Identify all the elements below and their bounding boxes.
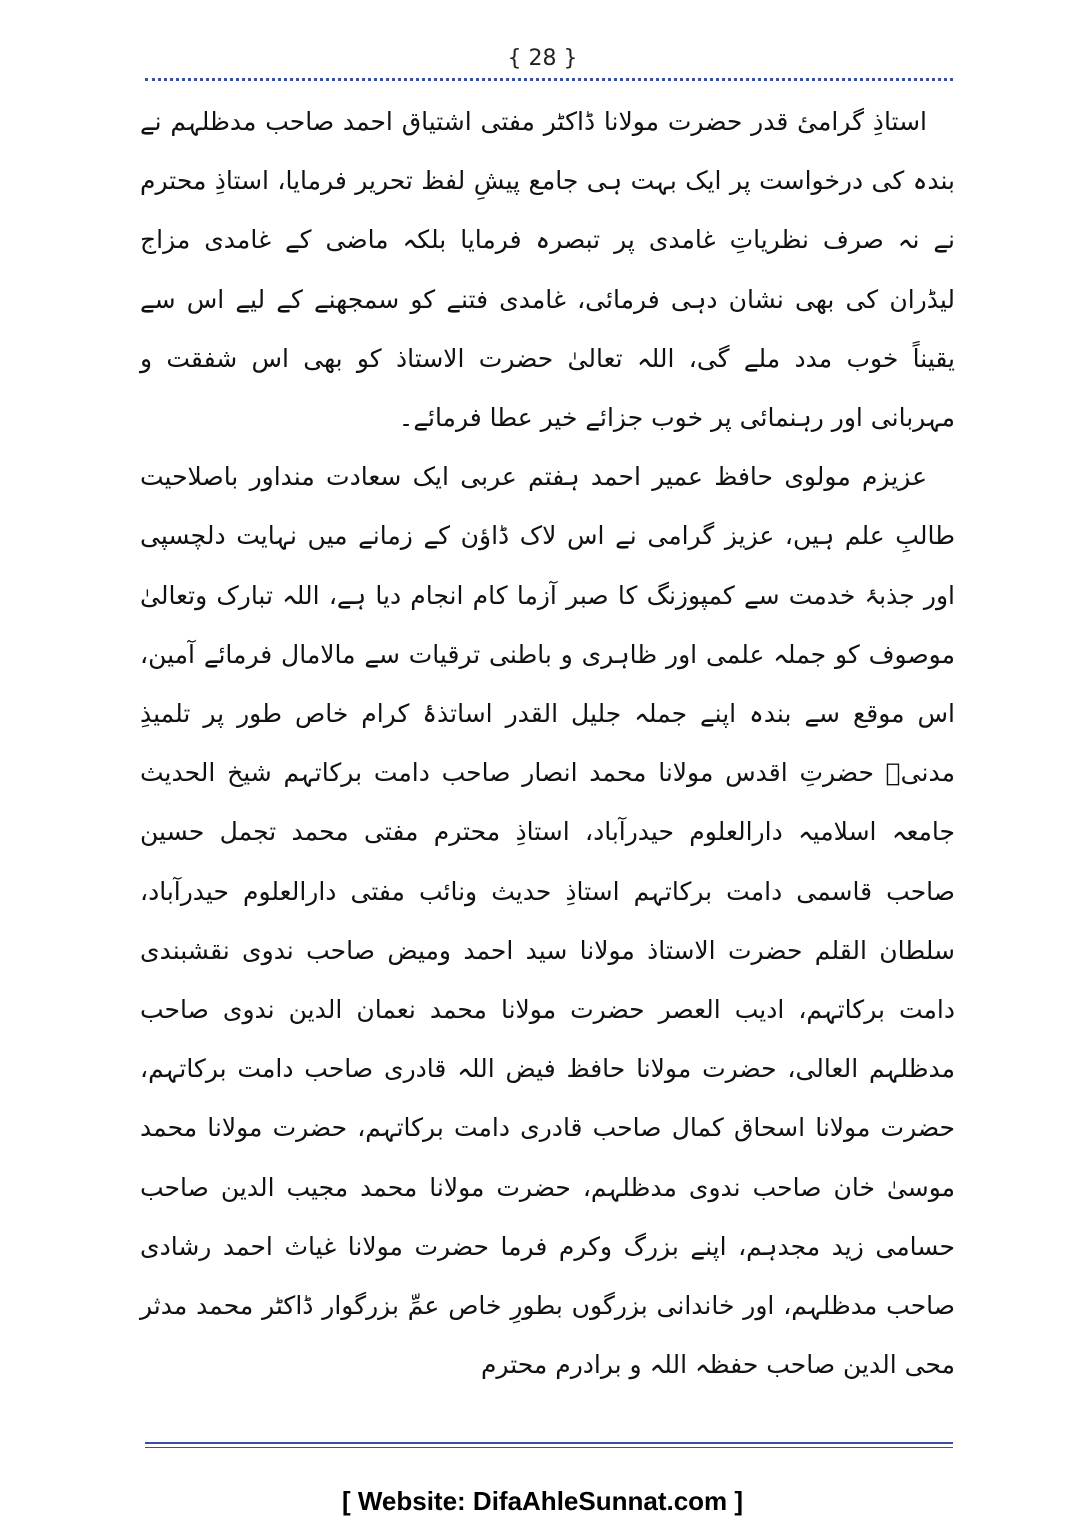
header-dotted-rule (145, 78, 953, 81)
footer-rule-thin (145, 1447, 953, 1448)
website-footer: [ Website: DifaAhleSunnat.com ] (341, 1486, 744, 1516)
page-body (140, 92, 955, 1394)
paragraph-1: استاذِ گرامیٔ قدر حضرت مولانا ڈاکٹر مفتی اشتیاق احمد صاحب مدظلہم نے بندہ کی درخواست پر ایک بہت ہی جامع پیشِ لفظ تحریر فرمایا، استاذِ محترم نے نہ صرف نظریاتِ غامدی پر تبصرہ فرمایا بلکہ ماضی کے غامدی مزاج لیڈران کی بھی نشان دہی فرمائی، غامدی فتنے کو سمجھنے کے لیے اس سے یقیناً خوب مدد ملے گی، اللہ تعالیٰ حضرت الاستاذ کو بھی اس شفقت و مہربانی اور رہنمائی پر خوب جزائے خیر عطا فرمائے۔ (140, 107, 955, 433)
paragraph-2: عزیزم مولوی حافظ عمیر احمد ہفتم عربی ایک سعادت منداور باصلاحیت طالبِ علم ہیں، عزیز گرامی نے اس لاک ڈاؤن کے زمانے میں نہایت دلچسپی اور جذبۂ خدمت سے کمپوزنگ کا صبر آزما کام انجام دیا ہے، اللہ تبارک وتعالیٰ موصوف کو جملہ علمی اور ظاہری و باطنی ترقیات سے مالامال فرمائے آمین، اس موقع سے بندہ اپنے جملہ جلیل القدر اساتذۂ کرام خاص طور پر تلمیذِ مدنیؒ حضرتِ اقدس مولانا محمد انصار صاحب دامت برکاتہم شیخ الحدیث جامعہ اسلامیہ دارالعلوم حیدرآباد، استاذِ محترم مفتی محمد تجمل حسین صاحب قاسمی دامت برکاتہم استاذِ حدیث ونائب مفتی دارالعلوم حیدرآباد، سلطان القلم حضرت الاستاذ مولانا سید احمد ومیض صاحب ندوی نقشبندی دامت برکاتہم، ادیب العصر حضرت مولانا محمد نعمان الدین ندوی صاحب مدظلہم العالی، حضرت مولانا حافظ فیض اللہ قادری صاحب دامت برکاتہم، حضرت مولانا اسحاق کمال صاحب قادری دامت برکاتہم، حضرت مولانا محمد موسیٰ خان صاحب ندوی مدظلہم، حضرت مولانا محمد مجیب الدین صاحب حسامی زید مجدہم، اپنے بزرگ وکرم فرما حضرت مولانا غیاث احمد رشادی صاحب مدظلہم، اور خاندانی بزرگوں بطورِ خاص عمِّ بزرگوار ڈاکٹر محمد مدثر محی الدین صاحب حفظہ اللہ و برادرم محترم (140, 462, 955, 1380)
page-number: { 28 } (507, 46, 578, 71)
footer-rule (145, 1442, 953, 1444)
